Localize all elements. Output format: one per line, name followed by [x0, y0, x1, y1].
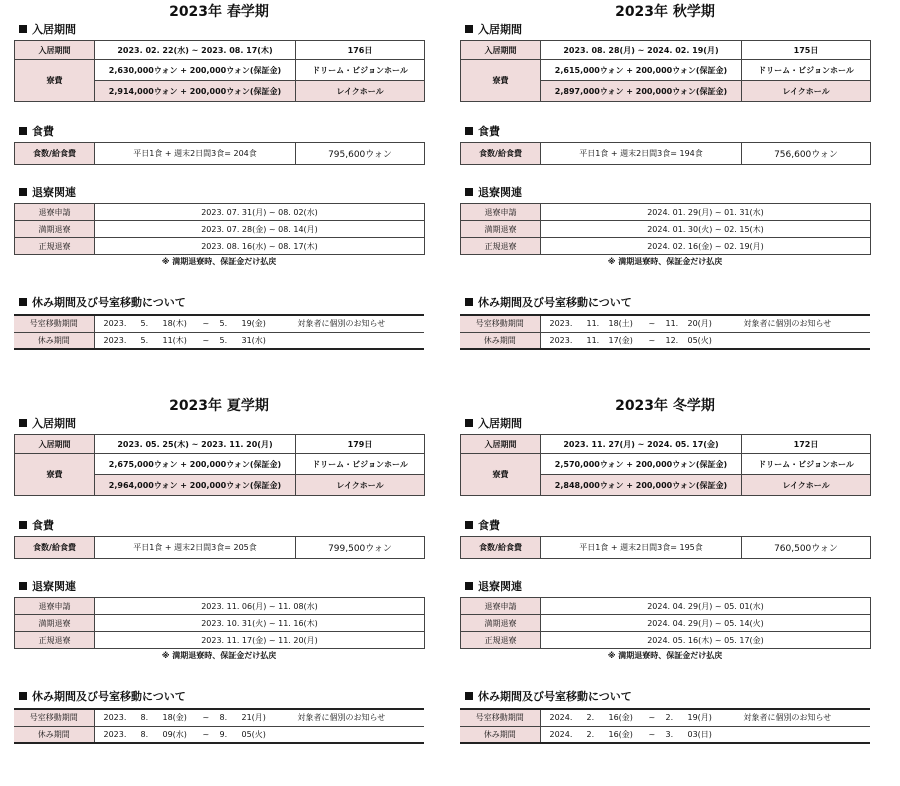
- dorm-fee-value: 2,570,000ウォン + 200,000ウォン(保証金): [541, 454, 742, 475]
- table-row: [460, 726, 870, 743]
- residence-days: 172日: [742, 435, 871, 454]
- checkout-table: [14, 203, 425, 255]
- dorm-hall-name: レイクホール: [742, 81, 871, 102]
- section-heading-residence: [19, 416, 424, 432]
- dorm-hall-name: ドリーム・ビジョンホール: [742, 454, 871, 475]
- deposit-note: ※ 満期退寮時、保証金だけ払戻: [607, 257, 723, 266]
- checkout-type: 満期退寮: [15, 221, 95, 238]
- square-bullet-icon: [465, 419, 473, 427]
- section-heading-checkout: [19, 579, 424, 595]
- table-row: [461, 537, 871, 559]
- section-heading-holiday: [19, 689, 424, 705]
- checkout-date: 2024. 01. 29(月) ~ 01. 31(水): [541, 204, 871, 221]
- day: 17(金): [608, 335, 633, 345]
- section-heading-food: [465, 518, 870, 534]
- deposit-note: ※ 満期退寮時、保証金だけ払戻: [607, 651, 723, 660]
- day: 21(月): [241, 713, 266, 723]
- section-heading-food: [19, 124, 424, 140]
- square-bullet-icon: [19, 25, 27, 33]
- section-heading-text: 食費: [32, 125, 54, 138]
- month: 9.: [219, 729, 228, 739]
- deposit-note: ※ 満期退寮時、保証金だけ払戻: [161, 257, 277, 266]
- table-row: [461, 204, 871, 221]
- table-row: [460, 709, 870, 726]
- checkout-type: 正規退寮: [15, 632, 95, 649]
- checkout-type: 満期退寮: [15, 615, 95, 632]
- tilde: ~: [202, 729, 210, 739]
- month: 8.: [140, 729, 149, 739]
- checkout-date: 2023. 11. 17(金) ~ 11. 20(月): [95, 632, 425, 649]
- checkout-date: 2023. 10. 31(火) ~ 11. 16(木): [95, 615, 425, 632]
- dorm-fee-value: 2,630,000ウォン + 200,000ウォン(保証金): [95, 60, 296, 81]
- section-heading-text: 休み期間及び号室移動について: [478, 296, 632, 309]
- residence-label: 入居期間: [461, 435, 541, 454]
- tilde: ~: [648, 713, 656, 723]
- table-row: [15, 454, 425, 475]
- semester-block-spring: [14, 0, 424, 350]
- section-heading-text: 入居期間: [478, 417, 522, 430]
- checkout-table: [460, 203, 871, 255]
- table-row: [461, 221, 871, 238]
- day: 18(金): [162, 713, 187, 723]
- checkout-date: 2024. 01. 30(火) ~ 02. 15(木): [541, 221, 871, 238]
- section-heading-text: 休み期間及び号室移動について: [478, 690, 632, 703]
- checkout-type: 退寮申請: [15, 204, 95, 221]
- section-heading-residence: [19, 22, 424, 38]
- table-row: [461, 143, 871, 165]
- holiday-label: 休み期間: [460, 332, 540, 349]
- room-move-label: 号室移動期間: [460, 315, 540, 332]
- table-row: [15, 238, 425, 255]
- semester-title: 2023年 夏学期: [169, 398, 269, 414]
- room-move-period: [94, 315, 424, 332]
- table-row: [461, 598, 871, 615]
- residence-days: 176日: [296, 41, 425, 60]
- meal-label: 食数/給食費: [461, 537, 541, 559]
- year: 2024.: [549, 729, 573, 739]
- square-bullet-icon: [19, 298, 27, 306]
- section-heading-checkout: [465, 185, 870, 201]
- square-bullet-icon: [465, 127, 473, 135]
- meal-label: 食数/給食費: [15, 537, 95, 559]
- section-heading-text: 退寮関連: [478, 580, 522, 593]
- table-row: [14, 332, 424, 349]
- section-heading-text: 休み期間及び号室移動について: [32, 690, 186, 703]
- semester-block-winter: [460, 394, 870, 744]
- square-bullet-icon: [19, 521, 27, 529]
- square-bullet-icon: [465, 521, 473, 529]
- tilde: ~: [648, 319, 656, 329]
- day: 19(金): [241, 319, 266, 329]
- checkout-table: [14, 597, 425, 649]
- table-row: [461, 615, 871, 632]
- meal-amount: 795,600ウォン: [296, 143, 425, 165]
- food-table: [460, 142, 871, 165]
- table-row: [461, 435, 871, 454]
- section-heading-text: 退寮関連: [32, 580, 76, 593]
- checkout-table: [460, 597, 871, 649]
- dorm-fee-label: 寮費: [15, 454, 95, 496]
- table-row: [461, 41, 871, 60]
- tilde: ~: [202, 713, 210, 723]
- holiday-label: 休み期間: [14, 332, 94, 349]
- semester-block-fall: [460, 0, 870, 350]
- table-row: [461, 632, 871, 649]
- room-move-period: [94, 709, 424, 726]
- checkout-date: 2023. 11. 06(月) ~ 11. 08(水): [95, 598, 425, 615]
- meal-label: 食数/給食費: [15, 143, 95, 165]
- dorm-fee-value: 2,897,000ウォン + 200,000ウォン(保証金): [541, 81, 742, 102]
- holiday-table: [14, 314, 424, 350]
- year: 2023.: [103, 319, 127, 329]
- day: 05(火): [687, 335, 712, 345]
- residence-period: 2023. 02. 22(水) ~ 2023. 08. 17(木): [95, 41, 296, 60]
- food-table: [460, 536, 871, 559]
- year: 2023.: [549, 319, 573, 329]
- dorm-hall-name: ドリーム・ビジョンホール: [296, 454, 425, 475]
- meal-amount: 756,600ウォン: [742, 143, 871, 165]
- room-move-memo: 対象者に個別のお知らせ: [743, 319, 832, 329]
- checkout-date: 2024. 04. 29(月) ~ 05. 14(火): [541, 615, 871, 632]
- table-row: [15, 221, 425, 238]
- table-row: [15, 615, 425, 632]
- square-bullet-icon: [19, 188, 27, 196]
- section-heading-food: [465, 124, 870, 140]
- room-move-memo: 対象者に個別のお知らせ: [297, 713, 386, 723]
- month: 11.: [586, 319, 600, 329]
- table-row: [15, 537, 425, 559]
- holiday-table: [14, 708, 424, 744]
- holiday-period: [94, 332, 424, 349]
- food-table: [14, 142, 425, 165]
- holiday-period: [540, 332, 870, 349]
- checkout-type: 正規退寮: [15, 238, 95, 255]
- room-move-label: 号室移動期間: [14, 709, 94, 726]
- meal-description: 平日1食 + 週末2日間3食= 194食: [541, 143, 742, 165]
- residence-days: 179日: [296, 435, 425, 454]
- residence-period: 2023. 05. 25(木) ~ 2023. 11. 20(月): [95, 435, 296, 454]
- section-heading-text: 退寮関連: [32, 186, 76, 199]
- residence-period: 2023. 11. 27(月) ~ 2024. 05. 17(金): [541, 435, 742, 454]
- meal-description: 平日1食 + 週末2日間3食= 205食: [95, 537, 296, 559]
- section-heading-text: 食費: [32, 519, 54, 532]
- section-heading-text: 退寮関連: [478, 186, 522, 199]
- square-bullet-icon: [19, 419, 27, 427]
- month: 2.: [586, 729, 595, 739]
- checkout-type: 満期退寮: [461, 221, 541, 238]
- section-heading-text: 入居期間: [32, 23, 76, 36]
- dorm-fee-value: 2,914,000ウォン + 200,000ウォン(保証金): [95, 81, 296, 102]
- square-bullet-icon: [465, 692, 473, 700]
- year: 2024.: [549, 713, 573, 723]
- section-heading-text: 入居期間: [32, 417, 76, 430]
- square-bullet-icon: [465, 582, 473, 590]
- room-move-label: 号室移動期間: [14, 315, 94, 332]
- dorm-hall-name: レイクホール: [742, 475, 871, 496]
- holiday-period: [94, 726, 424, 743]
- checkout-type: 満期退寮: [461, 615, 541, 632]
- month: 5.: [140, 335, 149, 345]
- checkout-type: 退寮申請: [15, 598, 95, 615]
- dorm-hall-name: ドリーム・ビジョンホール: [296, 60, 425, 81]
- table-row: [15, 598, 425, 615]
- room-move-period: [540, 709, 870, 726]
- day: 05(火): [241, 729, 266, 739]
- deposit-note: ※ 満期退寮時、保証金だけ払戻: [161, 651, 277, 660]
- square-bullet-icon: [465, 25, 473, 33]
- table-row: [15, 632, 425, 649]
- dorm-fee-label: 寮費: [461, 454, 541, 496]
- table-row: [15, 143, 425, 165]
- holiday-table: [460, 314, 870, 350]
- year: 2023.: [103, 713, 127, 723]
- month: 5.: [140, 319, 149, 329]
- square-bullet-icon: [19, 582, 27, 590]
- month: 12.: [665, 335, 679, 345]
- square-bullet-icon: [19, 127, 27, 135]
- section-heading-holiday: [465, 689, 870, 705]
- month: 8.: [140, 713, 149, 723]
- year: 2023.: [103, 729, 127, 739]
- residence-table: [460, 40, 871, 102]
- table-row: [461, 60, 871, 81]
- year: 2023.: [549, 335, 573, 345]
- day: 31(水): [241, 335, 266, 345]
- residence-days: 175日: [742, 41, 871, 60]
- table-row: [14, 726, 424, 743]
- meal-description: 平日1食 + 週末2日間3食= 204食: [95, 143, 296, 165]
- food-table: [14, 536, 425, 559]
- section-heading-holiday: [465, 295, 870, 311]
- checkout-date: 2023. 07. 31(月) ~ 08. 02(水): [95, 204, 425, 221]
- tilde: ~: [202, 319, 210, 329]
- room-move-period: [540, 315, 870, 332]
- square-bullet-icon: [19, 692, 27, 700]
- checkout-date: 2024. 04. 29(月) ~ 05. 01(水): [541, 598, 871, 615]
- holiday-period: [540, 726, 870, 743]
- semester-block-summer: [14, 394, 424, 744]
- tilde: ~: [202, 335, 210, 345]
- room-move-memo: 対象者に個別のお知らせ: [297, 319, 386, 329]
- day: 18(木): [162, 319, 187, 329]
- checkout-date: 2023. 08. 16(水) ~ 08. 17(木): [95, 238, 425, 255]
- dorm-fee-label: 寮費: [461, 60, 541, 102]
- dorm-fee-value: 2,615,000ウォン + 200,000ウォン(保証金): [541, 60, 742, 81]
- meal-amount: 799,500ウォン: [296, 537, 425, 559]
- semester-title: 2023年 秋学期: [615, 4, 715, 20]
- day: 18(土): [608, 319, 633, 329]
- month: 11.: [665, 319, 679, 329]
- table-row: [15, 204, 425, 221]
- residence-label: 入居期間: [15, 435, 95, 454]
- section-heading-checkout: [465, 579, 870, 595]
- residence-table: [460, 434, 871, 496]
- dorm-fee-value: 2,848,000ウォン + 200,000ウォン(保証金): [541, 475, 742, 496]
- residence-label: 入居期間: [461, 41, 541, 60]
- month: 11.: [586, 335, 600, 345]
- checkout-date: 2024. 02. 16(金) ~ 02. 19(月): [541, 238, 871, 255]
- month: 8.: [219, 713, 228, 723]
- dorm-hall-name: ドリーム・ビジョンホール: [742, 60, 871, 81]
- checkout-date: 2024. 05. 16(木) ~ 05. 17(金): [541, 632, 871, 649]
- section-heading-text: 入居期間: [478, 23, 522, 36]
- section-heading-checkout: [19, 185, 424, 201]
- day: 11(木): [162, 335, 187, 345]
- section-heading-residence: [465, 416, 870, 432]
- day: 09(水): [162, 729, 187, 739]
- month: 2.: [586, 713, 595, 723]
- month: 5.: [219, 335, 228, 345]
- residence-label: 入居期間: [15, 41, 95, 60]
- dorm-fee-label: 寮費: [15, 60, 95, 102]
- tilde: ~: [648, 729, 656, 739]
- table-row: [461, 238, 871, 255]
- dorm-hall-name: レイクホール: [296, 81, 425, 102]
- tilde: ~: [648, 335, 656, 345]
- residence-table: [14, 434, 425, 496]
- day: 19(月): [687, 713, 712, 723]
- month: 2.: [665, 713, 674, 723]
- day: 20(月): [687, 319, 712, 329]
- holiday-label: 休み期間: [460, 726, 540, 743]
- month: 3.: [665, 729, 674, 739]
- semester-title: 2023年 冬学期: [615, 398, 715, 414]
- section-heading-holiday: [19, 295, 424, 311]
- residence-period: 2023. 08. 28(月) ~ 2024. 02. 19(月): [541, 41, 742, 60]
- checkout-type: 正規退寮: [461, 632, 541, 649]
- dorm-fee-value: 2,675,000ウォン + 200,000ウォン(保証金): [95, 454, 296, 475]
- checkout-type: 正規退寮: [461, 238, 541, 255]
- table-row: [460, 332, 870, 349]
- holiday-table: [460, 708, 870, 744]
- day: 16(金): [608, 729, 633, 739]
- table-row: [15, 41, 425, 60]
- month: 5.: [219, 319, 228, 329]
- table-row: [460, 315, 870, 332]
- table-row: [14, 709, 424, 726]
- semester-title: 2023年 春学期: [169, 4, 269, 20]
- room-move-memo: 対象者に個別のお知らせ: [743, 713, 832, 723]
- checkout-date: 2023. 07. 28(金) ~ 08. 14(月): [95, 221, 425, 238]
- meal-description: 平日1食 + 週末2日間3食= 195食: [541, 537, 742, 559]
- day: 03(日): [687, 729, 712, 739]
- section-heading-food: [19, 518, 424, 534]
- square-bullet-icon: [465, 298, 473, 306]
- section-heading-text: 食費: [478, 519, 500, 532]
- meal-label: 食数/給食費: [461, 143, 541, 165]
- square-bullet-icon: [465, 188, 473, 196]
- checkout-type: 退寮申請: [461, 598, 541, 615]
- table-row: [15, 435, 425, 454]
- residence-table: [14, 40, 425, 102]
- day: 16(金): [608, 713, 633, 723]
- table-row: [461, 454, 871, 475]
- checkout-type: 退寮申請: [461, 204, 541, 221]
- holiday-label: 休み期間: [14, 726, 94, 743]
- year: 2023.: [103, 335, 127, 345]
- table-row: [15, 60, 425, 81]
- meal-amount: 760,500ウォン: [742, 537, 871, 559]
- section-heading-residence: [465, 22, 870, 38]
- room-move-label: 号室移動期間: [460, 709, 540, 726]
- table-row: [14, 315, 424, 332]
- section-heading-text: 休み期間及び号室移動について: [32, 296, 186, 309]
- section-heading-text: 食費: [478, 125, 500, 138]
- dorm-hall-name: レイクホール: [296, 475, 425, 496]
- dorm-fee-value: 2,964,000ウォン + 200,000ウォン(保証金): [95, 475, 296, 496]
